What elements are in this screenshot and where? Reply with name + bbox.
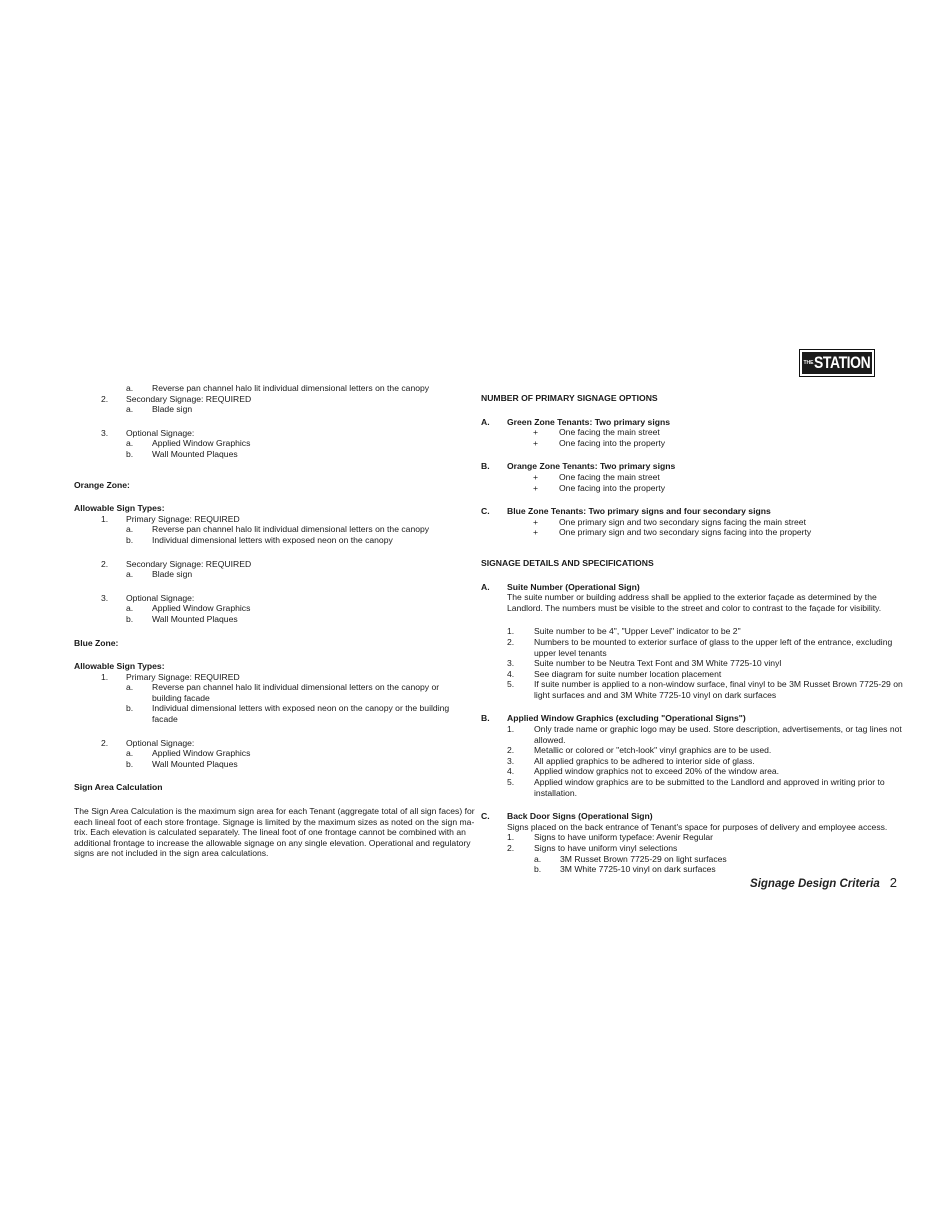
list-item: a. Applied Window Graphics [126,603,251,614]
list-item: 1. Primary Signage: REQUIRED [101,671,240,682]
sign-area-calculation-heading: Sign Area Calculation [74,782,163,793]
list-item: a. Blade sign [126,569,193,580]
paragraph-line: signs are not included in the sign area calculations. [74,848,269,859]
list-item: 5. If suite number is applied to a non-window surface, final vinyl to be 3M Russet Brown 7725-29 on [507,679,903,690]
list-item: a. Blade sign [126,404,193,415]
list-item: facade [152,714,178,725]
list-item: 4. See diagram for suite number location placement [507,668,722,679]
number-of-primary-signage-heading: NUMBER OF PRIMARY SIGNAGE OPTIONS [481,393,658,403]
list-item: B. Applied Window Graphics (excluding "Operational Signs") [481,713,746,724]
list-item: light surfaces and and 3M White 7725-10 vinyl on dark surfaces [534,689,777,700]
list-item: 2. Secondary Signage: REQUIRED [101,558,252,569]
list-item: 1. Signs to have uniform typeface: Avenir Regular [507,832,713,843]
list-item: A. Green Zone Tenants: Two primary signs [481,416,670,427]
list-item: C. Blue Zone Tenants: Two primary signs and four secondary signs [481,506,771,517]
paragraph-line: Landlord. The numbers must be visible to the street and color to contrast to the façade for visibility. [507,602,882,613]
list-item: b. Wall Mounted Plaques [126,448,238,459]
list-item: 1. Primary Signage: REQUIRED [101,513,240,524]
paragraph-line: each lineal foot of each store frontage. Signage is limited by the maximum sizes as noted on the sign ma- [74,816,475,827]
list-item: 4. Applied window graphics not to exceed 20% of the window area. [507,766,780,777]
logo-the-text: THE [803,359,814,366]
list-item: a. Reverse pan channel halo lit individual dimensional letters on the canopy [126,383,430,393]
list-item: allowed. [534,734,566,745]
list-item: 2. Secondary Signage: REQUIRED [101,393,252,404]
paragraph-line: additional frontage to increase the allowable signage on any single elevation. Operational and regulatory [74,837,471,848]
page-number: 2 [889,875,897,890]
list-item: 5. Applied window graphics are to be submitted to the Landlord and approved in writing prior to [507,777,885,788]
list-item: 3. Suite number to be Neutra Text Font and 3M White 7725-10 vinyl [507,658,782,669]
logo-station-text: STATION [814,353,871,372]
list-item: building facade [152,692,210,703]
orange-zone-heading: Orange Zone: [74,479,130,490]
list-item: a. Applied Window Graphics [126,438,251,449]
list-item: a. Applied Window Graphics [126,748,251,759]
list-item: 2. Signs to have uniform vinyl selections [507,843,678,853]
paragraph-line: Signs placed on the back entrance of Tenant's space for purposes of delivery and employee access. [507,821,888,832]
allowable-sign-types-heading: Allowable Sign Types: [74,661,165,672]
list-item: + One primary sign and two secondary signs facing the main street [533,516,806,527]
list-item: b. Individual dimensional letters with exposed neon on the canopy or the building [126,703,450,714]
list-item: + One facing the main street [533,427,660,438]
list-item: b. Wall Mounted Plaques [126,758,238,769]
list-item: upper level tenants [534,647,607,658]
list-item: installation. [534,787,577,798]
allowable-sign-types-heading: Allowable Sign Types: [74,503,165,514]
list-item: a. Reverse pan channel halo lit individual dimensional letters on the canopy [126,524,430,535]
blue-zone-heading: Blue Zone: [74,637,119,648]
list-item: 3. Optional Signage: [101,592,195,603]
list-item: a. 3M Russet Brown 7725-29 on light surfaces [534,853,727,864]
right-column [481,393,903,875]
list-item: C. Back Door Signs (Operational Sign) [481,811,653,822]
footer-title: Signage Design Criteria [750,878,880,890]
list-item: 1. Suite number to be 4", "Upper Level" indicator to be 2" [507,626,741,637]
list-item: b. Wall Mounted Plaques [126,613,238,624]
list-item: a. Reverse pan channel halo lit individual dimensional letters on the canopy or [126,682,440,693]
list-item: b. Individual dimensional letters with exposed neon on the canopy [126,534,393,545]
the-station-logo [799,349,875,377]
left-column [74,383,474,859]
paragraph-line: The suite number or building address shall be applied to the exterior façade as determined by the [507,592,877,603]
paragraph-line: trix. Each elevation is calculated separately. The lineal foot of one frontage cannot be combined with an [74,827,466,838]
list-item: 3. Optional Signage: [101,427,195,438]
list-item: 1. Only trade name or graphic logo may be used. Store description, advertisements, or tag lines not [507,724,902,735]
list-item: + One facing the main street [533,471,660,482]
list-item: A. Suite Number (Operational Sign) [481,581,640,592]
list-item: 2. Numbers to be mounted to exterior surface of glass to the upper left of the entrance, excluding [507,636,893,647]
page-footer [750,875,897,890]
list-item: + One facing into the property [533,482,666,493]
list-item: 3. All applied graphics to be adhered to interior side of glass. [507,755,755,766]
signage-details-heading: SIGNAGE DETAILS AND SPECIFICATIONS [481,557,654,568]
list-item: + One facing into the property [533,437,666,448]
list-item: + One primary sign and two secondary signs facing into the property [533,527,812,538]
paragraph-line: The Sign Area Calculation is the maximum sign area for each Tenant (aggregate total of all sign faces) for [74,806,475,817]
list-item: 2. Optional Signage: [101,737,195,748]
list-item: B. Orange Zone Tenants: Two primary signs [481,461,676,472]
list-item: b. 3M White 7725-10 vinyl on dark surfaces [534,864,716,875]
list-item: 2. Metallic or colored or "etch-look" vinyl graphics are to be used. [507,745,772,756]
